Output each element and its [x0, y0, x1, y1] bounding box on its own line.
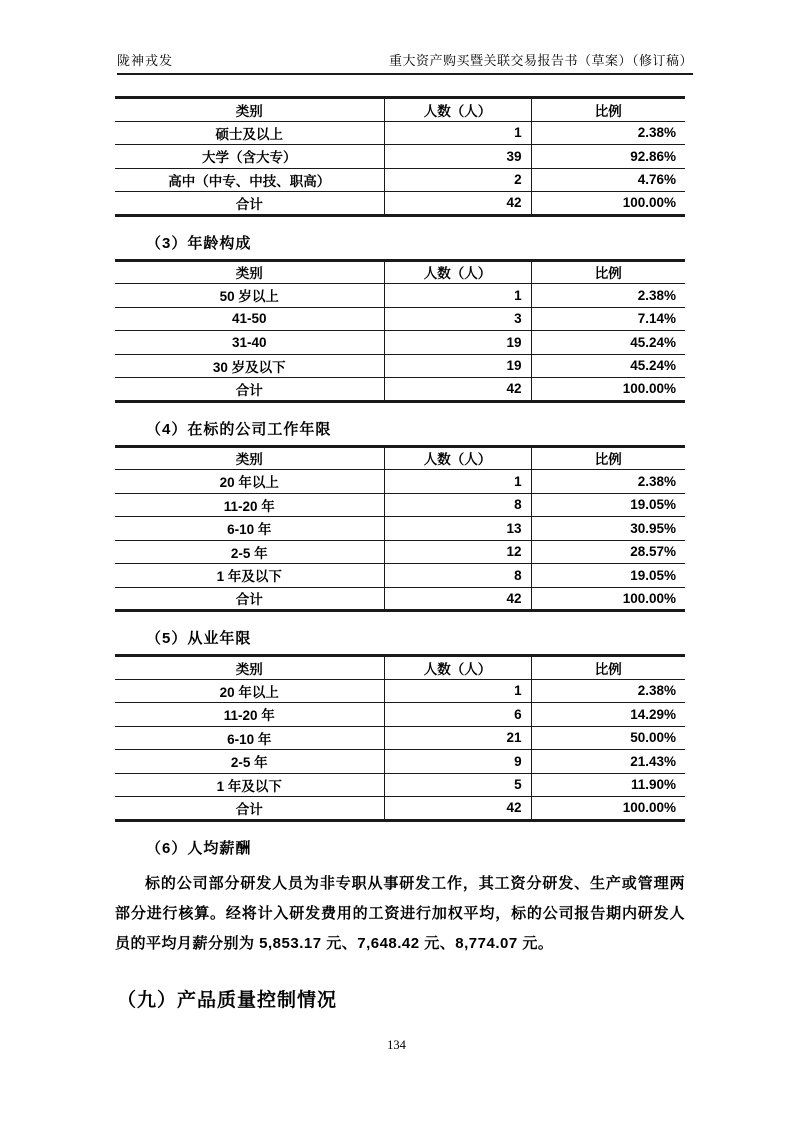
table-header-row — [115, 260, 685, 284]
table-row — [115, 307, 685, 331]
table-header-row — [115, 656, 685, 680]
column-header: 比例 — [531, 446, 685, 470]
table-row — [115, 750, 685, 774]
table-row — [115, 726, 685, 750]
column-header: 类别 — [115, 98, 384, 122]
table-row — [115, 121, 685, 145]
count-cell: 19 — [384, 354, 531, 378]
column-header: 比例 — [531, 656, 685, 680]
ratio-cell: 2.38% — [531, 679, 685, 703]
section-heading-company-tenure: （4）在标的公司工作年限 — [146, 420, 332, 438]
ratio-cell: 2.38% — [531, 470, 685, 494]
salary-paragraph: 标的公司部分研发人员为非专职从事研发工作，其工资分研发、生产或管理两部分进行核算。经将计入研发费用的工资进行加权平均，标的公司报告期内研发人员的平均月薪分别为 5,853.17 元、7,648.42 元、8,774.07 元。 — [115, 874, 685, 952]
table-row — [115, 493, 685, 517]
category-cell: 30 岁及以下 — [115, 354, 384, 378]
table-row — [115, 679, 685, 703]
section-heading-industry-tenure: （5）从业年限 — [146, 630, 252, 647]
table-row — [115, 540, 685, 564]
column-header: 比例 — [531, 98, 685, 122]
table-row — [115, 331, 685, 355]
ratio-cell: 4.76% — [531, 168, 685, 192]
count-cell: 42 — [384, 587, 531, 611]
category-cell: 20 年以上 — [115, 470, 384, 494]
ratio-cell: 11.90% — [531, 773, 685, 797]
company-tenure-table — [115, 445, 685, 613]
table-row — [115, 703, 685, 727]
category-cell: 2-5 年 — [115, 540, 384, 564]
category-cell: 合计 — [115, 797, 384, 821]
category-cell: 硕士及以上 — [115, 121, 384, 145]
count-cell: 1 — [384, 470, 531, 494]
column-header: 人数（人） — [384, 446, 531, 470]
header-document-title: 重大资产购买暨关联交易报告书（草案）（修订稿） — [388, 53, 693, 68]
age-structure-table — [115, 259, 685, 403]
table-row — [115, 145, 685, 169]
table-header-row — [115, 98, 685, 122]
count-cell: 39 — [384, 145, 531, 169]
ratio-cell: 92.86% — [531, 145, 685, 169]
category-cell: 高中（中专、中技、职高） — [115, 168, 384, 192]
column-header: 类别 — [115, 446, 384, 470]
section-heading-salary: （6）人均薪酬 — [146, 839, 252, 857]
ratio-cell: 21.43% — [531, 750, 685, 774]
table-row — [115, 378, 685, 402]
table-row — [115, 564, 685, 588]
ratio-cell: 2.38% — [531, 121, 685, 145]
ratio-cell: 30.95% — [531, 517, 685, 541]
column-header: 类别 — [115, 260, 384, 284]
table-row — [115, 470, 685, 494]
column-header: 人数（人） — [384, 98, 531, 122]
count-cell: 1 — [384, 121, 531, 145]
category-cell: 50 岁以上 — [115, 284, 384, 308]
section-heading-age: （3）年龄构成 — [146, 234, 252, 252]
ratio-cell: 100.00% — [531, 587, 685, 611]
category-cell: 11-20 年 — [115, 703, 384, 727]
education-structure-table — [115, 96, 685, 217]
count-cell: 21 — [384, 726, 531, 750]
count-cell: 1 — [384, 284, 531, 308]
category-cell: 2-5 年 — [115, 750, 384, 774]
category-cell: 合计 — [115, 378, 384, 402]
ratio-cell: 45.24% — [531, 331, 685, 355]
table-header-row — [115, 446, 685, 470]
table-row — [115, 797, 685, 821]
category-cell: 大学（含大专） — [115, 145, 384, 169]
page-content — [115, 50, 693, 1012]
count-cell: 42 — [384, 797, 531, 821]
column-header: 比例 — [531, 260, 685, 284]
column-header: 类别 — [115, 656, 384, 680]
count-cell: 3 — [384, 307, 531, 331]
count-cell: 9 — [384, 750, 531, 774]
ratio-cell: 28.57% — [531, 540, 685, 564]
table-row — [115, 284, 685, 308]
category-cell: 合计 — [115, 587, 384, 611]
header-company-name: 陇神戎发 — [117, 53, 174, 68]
column-header: 人数（人） — [384, 656, 531, 680]
ratio-cell: 45.24% — [531, 354, 685, 378]
count-cell: 5 — [384, 773, 531, 797]
ratio-cell: 100.00% — [531, 378, 685, 402]
page-number: 134 — [387, 1038, 406, 1052]
ratio-cell: 2.38% — [531, 284, 685, 308]
count-cell: 1 — [384, 679, 531, 703]
ratio-cell: 14.29% — [531, 703, 685, 727]
count-cell: 42 — [384, 378, 531, 402]
category-cell: 6-10 年 — [115, 517, 384, 541]
industry-tenure-table — [115, 654, 685, 822]
ratio-cell: 7.14% — [531, 307, 685, 331]
count-cell: 19 — [384, 331, 531, 355]
table-row — [115, 773, 685, 797]
category-cell: 6-10 年 — [115, 726, 384, 750]
count-cell: 6 — [384, 703, 531, 727]
table-row — [115, 517, 685, 541]
ratio-cell: 50.00% — [531, 726, 685, 750]
category-cell: 41-50 — [115, 307, 384, 331]
ratio-cell: 19.05% — [531, 493, 685, 517]
table-row — [115, 354, 685, 378]
table-row — [115, 168, 685, 192]
column-header: 人数（人） — [384, 260, 531, 284]
count-cell: 8 — [384, 493, 531, 517]
category-cell: 合计 — [115, 192, 384, 216]
count-cell: 8 — [384, 564, 531, 588]
category-cell: 20 年以上 — [115, 679, 384, 703]
table-row — [115, 587, 685, 611]
count-cell: 2 — [384, 168, 531, 192]
section-heading-quality-control: （九）产品质量控制情况 — [117, 989, 338, 1011]
category-cell: 1 年及以下 — [115, 564, 384, 588]
category-cell: 11-20 年 — [115, 493, 384, 517]
table-row — [115, 192, 685, 216]
page-header — [117, 50, 693, 75]
category-cell: 31-40 — [115, 331, 384, 355]
count-cell: 12 — [384, 540, 531, 564]
category-cell: 1 年及以下 — [115, 773, 384, 797]
ratio-cell: 100.00% — [531, 797, 685, 821]
count-cell: 13 — [384, 517, 531, 541]
count-cell: 42 — [384, 192, 531, 216]
ratio-cell: 19.05% — [531, 564, 685, 588]
ratio-cell: 100.00% — [531, 192, 685, 216]
